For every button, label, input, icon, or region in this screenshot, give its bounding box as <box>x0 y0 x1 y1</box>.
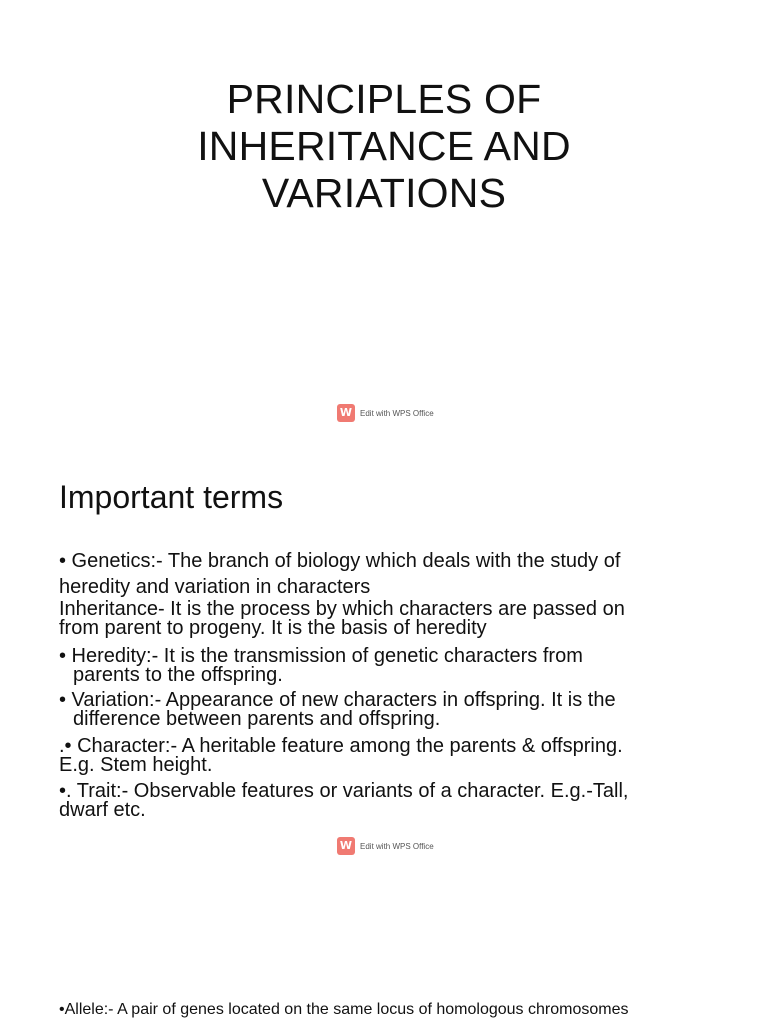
wps-watermark[interactable] <box>337 404 434 422</box>
term-line: • Genetics:- The branch of biology which deals with the study of <box>59 550 621 572</box>
title-line-2: INHERITANCE AND <box>197 123 571 169</box>
term-line: E.g. Stem height. <box>59 754 213 776</box>
wps-logo-icon: W <box>337 404 355 422</box>
term-character <box>59 737 739 775</box>
term-line: Inheritance- It is the process by which characters are passed on <box>59 598 625 620</box>
title-line-3: VARIATIONS <box>261 170 507 216</box>
wps-watermark-label: Edit with WPS Office <box>360 408 434 418</box>
term-heredity <box>59 647 739 685</box>
slide-allele <box>0 865 768 1024</box>
term-line: •. Trait:- Observable features or variants of a character. E.g.-Tall, <box>59 780 629 802</box>
term-trait <box>59 782 739 820</box>
term-line: dwarf etc. <box>59 799 146 821</box>
term-line: • Variation:- Appearance of new characters in offspring. It is the <box>59 689 616 711</box>
term-line: parents to the offspring. <box>73 664 283 686</box>
slide-title-heading <box>0 76 768 217</box>
term-line: .• Character:- A heritable feature among the parents & offspring. <box>59 735 623 757</box>
slide-title <box>0 0 768 432</box>
wps-watermark[interactable] <box>337 837 434 855</box>
title-line-1: PRINCIPLES OF <box>226 76 542 122</box>
term-allele: •Allele:- A pair of genes located on the same locus of homologous chromosomes <box>59 1001 629 1018</box>
wps-logo-icon: W <box>337 837 355 855</box>
slide-important-terms <box>0 432 768 865</box>
term-inheritance <box>59 600 739 638</box>
term-line: difference between parents and offspring. <box>73 708 441 730</box>
term-genetics <box>59 548 739 600</box>
term-line: from parent to progeny. It is the basis of heredity <box>59 617 487 639</box>
slide-heading: Important terms <box>59 479 284 515</box>
wps-watermark-label: Edit with WPS Office <box>360 841 434 851</box>
term-line: heredity and variation in characters <box>59 576 371 598</box>
term-variation <box>59 691 739 729</box>
term-line: • Heredity:- It is the transmission of genetic characters from <box>59 645 583 667</box>
